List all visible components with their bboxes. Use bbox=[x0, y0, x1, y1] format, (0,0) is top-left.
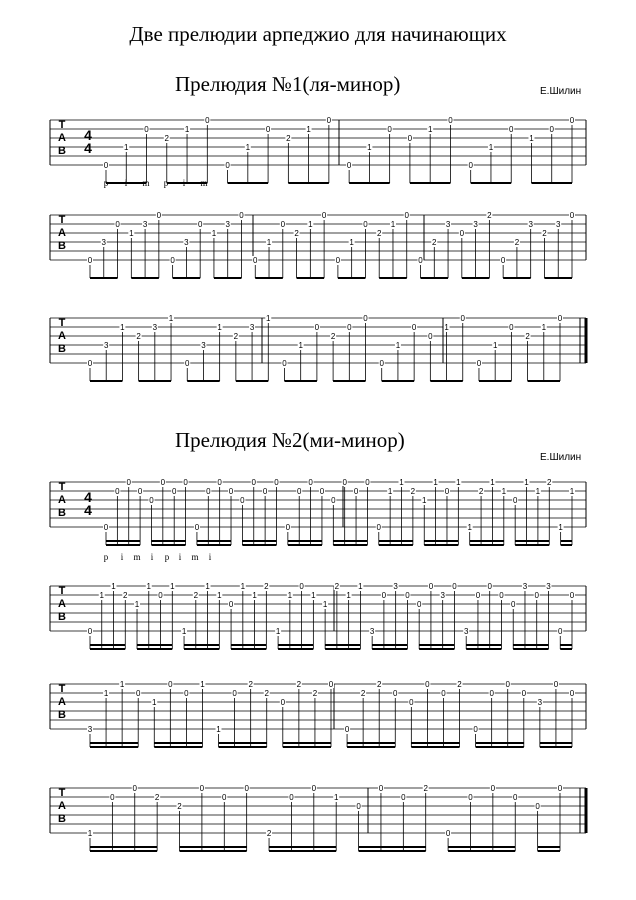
page-title: Две прелюдии арпеджио для начинающих bbox=[129, 22, 507, 46]
prelude-2-title: Прелюдия №2(ми-минор) bbox=[175, 428, 405, 452]
tab-letter-b: B bbox=[58, 507, 66, 519]
tab-letter-t: T bbox=[58, 585, 66, 597]
tab-letter-b: B bbox=[58, 611, 66, 623]
tab-letter-b: B bbox=[58, 813, 66, 825]
fret-number: 1 bbox=[492, 341, 498, 350]
fret-number: 1 bbox=[422, 496, 427, 505]
fret-number: 0 bbox=[126, 478, 131, 487]
fret-number: 3 bbox=[528, 220, 533, 229]
fret-number: 0 bbox=[569, 211, 575, 220]
fret-number: 1 bbox=[275, 627, 281, 636]
fret-number: 1 bbox=[541, 323, 547, 332]
fret-number: 0 bbox=[428, 582, 434, 591]
fret-number: 1 bbox=[501, 487, 507, 496]
fret-number: 1 bbox=[529, 134, 534, 143]
fret-number: 3 bbox=[556, 220, 561, 229]
fret-number: 0 bbox=[328, 680, 334, 689]
fret-number: 0 bbox=[557, 314, 563, 323]
fret-number: 1 bbox=[120, 323, 125, 332]
fret-number: 1 bbox=[387, 487, 393, 496]
time-signature-digit: 4 bbox=[84, 502, 92, 518]
fret-number: 0 bbox=[441, 689, 446, 698]
fret-number: 1 bbox=[134, 600, 140, 609]
fret-number: 2 bbox=[136, 332, 141, 341]
fret-number: 1 bbox=[399, 478, 404, 487]
fret-number: 1 bbox=[346, 591, 351, 600]
fret-number: 0 bbox=[103, 161, 109, 170]
fret-number: 0 bbox=[199, 784, 205, 793]
fret-number: 0 bbox=[228, 487, 234, 496]
fret-number: 0 bbox=[569, 689, 575, 698]
fret-number: 2 bbox=[432, 238, 437, 247]
fret-number: 2 bbox=[410, 487, 416, 496]
fret-number: 0 bbox=[170, 256, 175, 265]
fret-number: 0 bbox=[206, 487, 211, 496]
fret-number: 0 bbox=[274, 478, 279, 487]
fret-number: 2 bbox=[542, 229, 547, 238]
fingering-i: i bbox=[150, 552, 154, 562]
fret-number: 1 bbox=[427, 125, 433, 134]
fret-number: 2 bbox=[312, 689, 318, 698]
fret-number: 3 bbox=[152, 323, 158, 332]
fret-number: 0 bbox=[376, 523, 382, 532]
fret-number: 0 bbox=[387, 125, 392, 134]
fret-number: 3 bbox=[101, 238, 106, 247]
fret-number: 0 bbox=[489, 689, 494, 698]
fret-number: 0 bbox=[425, 680, 430, 689]
fret-number: 1 bbox=[245, 143, 251, 152]
fingering-i: i bbox=[182, 178, 186, 188]
fret-number: 1 bbox=[170, 582, 175, 591]
tab-system-4 bbox=[0, 467, 636, 577]
fret-number: 0 bbox=[513, 793, 518, 802]
fret-number: 2 bbox=[248, 680, 253, 689]
fret-number: 0 bbox=[459, 229, 465, 238]
fret-number: 0 bbox=[171, 487, 177, 496]
fret-number: 3 bbox=[103, 341, 109, 350]
fret-number: 0 bbox=[418, 256, 423, 265]
fret-number: 2 bbox=[487, 211, 492, 220]
fingering-m: m bbox=[200, 178, 208, 188]
fret-number: 2 bbox=[296, 680, 302, 689]
fret-number: 2 bbox=[266, 829, 272, 838]
fret-number: 2 bbox=[457, 680, 462, 689]
tab-letter-a: A bbox=[58, 696, 66, 708]
fret-number: 2 bbox=[177, 802, 182, 811]
tab-system-6 bbox=[0, 669, 636, 779]
fret-number: 0 bbox=[378, 784, 384, 793]
tab-letter-b: B bbox=[58, 709, 66, 721]
fret-number: 1 bbox=[490, 478, 495, 487]
tab-letter-a: A bbox=[58, 800, 66, 812]
fret-number: 0 bbox=[87, 256, 93, 265]
fret-number: 2 bbox=[478, 487, 484, 496]
fingering-i: i bbox=[124, 178, 128, 188]
tab-letter-t: T bbox=[58, 683, 66, 695]
fret-number: 0 bbox=[452, 582, 457, 591]
fret-number: 0 bbox=[253, 256, 258, 265]
fret-number: 0 bbox=[505, 680, 510, 689]
time-signature-digit: 4 bbox=[84, 489, 92, 505]
fret-number: 0 bbox=[228, 600, 234, 609]
tab-system-5 bbox=[0, 571, 636, 681]
fret-number: 1 bbox=[87, 829, 93, 838]
fret-number: 1 bbox=[287, 591, 293, 600]
fret-number: 3 bbox=[201, 341, 206, 350]
fret-number: 2 bbox=[423, 784, 428, 793]
fret-number: 0 bbox=[222, 793, 227, 802]
fret-number: 1 bbox=[444, 323, 449, 332]
fret-number: 2 bbox=[525, 332, 530, 341]
fret-number: 0 bbox=[500, 256, 506, 265]
fret-number: 0 bbox=[509, 323, 514, 332]
fret-number: 0 bbox=[393, 689, 398, 698]
fret-number: 1 bbox=[311, 591, 316, 600]
fret-number: 0 bbox=[183, 478, 188, 487]
fret-number: 1 bbox=[119, 680, 125, 689]
fret-number: 2 bbox=[233, 332, 239, 341]
fret-number: 3 bbox=[546, 582, 551, 591]
fret-number: 3 bbox=[522, 582, 528, 591]
tab-letter-a: A bbox=[58, 227, 66, 239]
fret-number: 1 bbox=[306, 125, 311, 134]
fret-number: 0 bbox=[411, 323, 417, 332]
fret-number: 0 bbox=[401, 793, 406, 802]
fret-number: 2 bbox=[330, 332, 336, 341]
fret-number: 0 bbox=[407, 134, 413, 143]
fret-number: 0 bbox=[409, 698, 414, 707]
fret-number: 0 bbox=[87, 627, 93, 636]
fingering-m: m bbox=[142, 178, 150, 188]
fingering-p: p bbox=[164, 552, 170, 562]
fret-number: 0 bbox=[549, 125, 554, 134]
fret-number: 0 bbox=[342, 478, 347, 487]
fret-number: 1 bbox=[252, 591, 257, 600]
fret-number: 0 bbox=[232, 689, 237, 698]
fret-number: 0 bbox=[460, 314, 465, 323]
fret-number: 2 bbox=[547, 478, 552, 487]
fret-number: 1 bbox=[99, 591, 104, 600]
fret-number: 1 bbox=[217, 323, 222, 332]
fret-number: 0 bbox=[262, 487, 268, 496]
fret-number: 0 bbox=[428, 332, 433, 341]
fret-number: 1 bbox=[211, 229, 217, 238]
fingering-p: p bbox=[163, 178, 169, 188]
fret-number: 0 bbox=[135, 689, 141, 698]
fret-number: 0 bbox=[185, 359, 190, 368]
fret-number: 0 bbox=[285, 523, 291, 532]
fret-number: 0 bbox=[184, 689, 189, 698]
fret-number: 3 bbox=[393, 582, 398, 591]
fret-number: 0 bbox=[137, 487, 143, 496]
fret-number: 1 bbox=[308, 220, 313, 229]
fret-number: 0 bbox=[321, 211, 327, 220]
prelude-2-author: Е.Шилин bbox=[540, 452, 582, 463]
fret-number: 0 bbox=[365, 478, 370, 487]
fret-number: 3 bbox=[142, 220, 148, 229]
fret-number: 0 bbox=[205, 116, 210, 125]
fret-number: 1 bbox=[111, 582, 116, 591]
tab-letter-b: B bbox=[58, 343, 66, 355]
fret-number: 1 bbox=[322, 600, 328, 609]
fret-number: 2 bbox=[514, 238, 520, 247]
fret-number: 0 bbox=[490, 784, 496, 793]
fret-number: 0 bbox=[217, 478, 222, 487]
fret-number: 1 bbox=[240, 582, 246, 591]
fret-number: 0 bbox=[468, 161, 473, 170]
tab-letter-a: A bbox=[58, 330, 66, 342]
fret-number: 0 bbox=[557, 784, 563, 793]
fret-number: 1 bbox=[205, 582, 210, 591]
fret-number: 0 bbox=[289, 793, 294, 802]
fret-number: 0 bbox=[160, 478, 166, 487]
fret-number: 0 bbox=[521, 689, 527, 698]
fret-number: 0 bbox=[499, 591, 504, 600]
fret-number: 0 bbox=[331, 496, 336, 505]
fret-number: 0 bbox=[144, 125, 149, 134]
fret-number: 0 bbox=[448, 116, 453, 125]
fret-number: 1 bbox=[124, 143, 129, 152]
fret-number: 1 bbox=[535, 487, 541, 496]
fret-number: 0 bbox=[115, 220, 120, 229]
tab-system-7 bbox=[0, 773, 636, 883]
fret-number: 2 bbox=[264, 689, 269, 698]
fret-number: 0 bbox=[475, 591, 481, 600]
fret-number: 1 bbox=[200, 680, 205, 689]
fret-number: 0 bbox=[156, 211, 162, 220]
fret-number: 2 bbox=[294, 229, 299, 238]
fret-number: 0 bbox=[444, 487, 450, 496]
fret-number: 0 bbox=[356, 802, 361, 811]
fret-number: 0 bbox=[168, 680, 173, 689]
tab-letter-t: T bbox=[58, 317, 66, 329]
staff-lines bbox=[50, 586, 586, 631]
fret-number: 1 bbox=[456, 478, 461, 487]
fret-number: 0 bbox=[487, 582, 492, 591]
fret-number: 0 bbox=[225, 161, 230, 170]
fingering-i: i bbox=[208, 552, 212, 562]
fret-number: 0 bbox=[115, 487, 120, 496]
fret-number: 0 bbox=[282, 359, 287, 368]
tab-letter-t: T bbox=[58, 119, 66, 131]
time-signature-digit: 4 bbox=[84, 140, 92, 156]
fret-number: 0 bbox=[553, 680, 559, 689]
fret-number: 1 bbox=[103, 689, 109, 698]
fret-number: 2 bbox=[376, 680, 382, 689]
staff-lines bbox=[50, 120, 586, 165]
fret-number: 1 bbox=[488, 143, 494, 152]
tab-letter-a: A bbox=[58, 494, 66, 506]
fret-number: 1 bbox=[168, 314, 174, 323]
fret-number: 1 bbox=[358, 582, 363, 591]
fret-number: 0 bbox=[445, 829, 451, 838]
fret-number: 3 bbox=[369, 627, 375, 636]
fret-number: 0 bbox=[244, 784, 249, 793]
fret-number: 2 bbox=[334, 582, 340, 591]
fret-number: 1 bbox=[367, 143, 372, 152]
fret-number: 3 bbox=[537, 698, 543, 707]
fret-number: 1 bbox=[395, 341, 401, 350]
fret-number: 3 bbox=[225, 220, 230, 229]
fret-number: 0 bbox=[476, 359, 482, 368]
fingering-p: p bbox=[103, 178, 109, 188]
fret-number: 0 bbox=[344, 725, 350, 734]
fret-number: 1 bbox=[146, 582, 152, 591]
fret-number: 1 bbox=[266, 314, 271, 323]
fret-number: 1 bbox=[216, 725, 221, 734]
prelude-1-title: Прелюдия №1(ля-минор) bbox=[175, 72, 401, 96]
fret-number: 0 bbox=[363, 220, 368, 229]
fret-number: 0 bbox=[158, 591, 163, 600]
fret-number: 0 bbox=[280, 698, 286, 707]
fret-number: 0 bbox=[197, 220, 203, 229]
fret-number: 3 bbox=[463, 627, 469, 636]
fret-number: 0 bbox=[363, 314, 368, 323]
staff-lines bbox=[50, 788, 586, 833]
fret-number: 1 bbox=[266, 238, 272, 247]
fret-number: 0 bbox=[381, 591, 387, 600]
staff-lines bbox=[50, 684, 586, 729]
fret-number: 3 bbox=[249, 323, 255, 332]
fret-number: 0 bbox=[308, 478, 313, 487]
fret-number: 0 bbox=[314, 323, 320, 332]
time-signature-digit: 4 bbox=[84, 127, 92, 143]
fingering-m: m bbox=[191, 552, 199, 562]
fret-number: 1 bbox=[390, 220, 396, 229]
fret-number: 0 bbox=[353, 487, 359, 496]
fret-number: 3 bbox=[440, 591, 445, 600]
fret-number: 0 bbox=[569, 591, 575, 600]
fret-number: 0 bbox=[319, 487, 325, 496]
tab-letter-a: A bbox=[58, 132, 66, 144]
tab-letter-t: T bbox=[58, 214, 66, 226]
fret-number: 0 bbox=[87, 359, 93, 368]
fret-number: 1 bbox=[467, 523, 472, 532]
fret-number: 2 bbox=[154, 793, 160, 802]
fret-number: 0 bbox=[569, 116, 575, 125]
fret-number: 0 bbox=[103, 523, 109, 532]
fret-number: 0 bbox=[404, 211, 409, 220]
fret-number: 0 bbox=[534, 591, 539, 600]
fret-number: 0 bbox=[240, 496, 245, 505]
fret-number: 0 bbox=[280, 220, 286, 229]
tab-letter-a: A bbox=[58, 598, 66, 610]
tab-letter-t: T bbox=[58, 481, 66, 493]
fret-number: 0 bbox=[558, 627, 563, 636]
fret-number: 2 bbox=[264, 582, 269, 591]
fret-number: 1 bbox=[152, 698, 157, 707]
fret-number: 1 bbox=[569, 487, 575, 496]
fret-number: 0 bbox=[535, 802, 540, 811]
fret-number: 0 bbox=[335, 256, 341, 265]
fret-number: 2 bbox=[123, 591, 128, 600]
fingering-i: i bbox=[120, 552, 124, 562]
tab-system-1 bbox=[0, 105, 636, 215]
fret-number: 0 bbox=[110, 793, 115, 802]
fret-number: 0 bbox=[473, 725, 478, 734]
fret-number: 2 bbox=[376, 229, 382, 238]
fret-number: 0 bbox=[405, 591, 410, 600]
fret-number: 2 bbox=[193, 591, 199, 600]
fret-number: 0 bbox=[265, 125, 271, 134]
fret-number: 0 bbox=[296, 487, 302, 496]
fret-number: 2 bbox=[286, 134, 291, 143]
fret-number: 3 bbox=[87, 725, 93, 734]
fret-number: 3 bbox=[445, 220, 451, 229]
fret-number: 3 bbox=[184, 238, 189, 247]
tab-system-2 bbox=[0, 200, 636, 310]
fret-number: 1 bbox=[129, 229, 134, 238]
fret-number: 1 bbox=[217, 591, 222, 600]
fret-number: 1 bbox=[433, 478, 438, 487]
fret-number: 0 bbox=[239, 211, 244, 220]
fret-number: 0 bbox=[251, 478, 256, 487]
tab-letter-b: B bbox=[58, 240, 66, 252]
fret-number: 0 bbox=[326, 116, 332, 125]
fret-number: 1 bbox=[524, 478, 529, 487]
fingering-i: i bbox=[178, 552, 182, 562]
fret-number: 1 bbox=[184, 125, 190, 134]
fret-number: 1 bbox=[349, 238, 354, 247]
fingering-p: p bbox=[103, 552, 109, 562]
fret-number: 0 bbox=[416, 600, 422, 609]
fret-number: 0 bbox=[468, 793, 473, 802]
tab-system-3 bbox=[0, 303, 636, 413]
fret-number: 0 bbox=[346, 161, 352, 170]
fret-number: 0 bbox=[512, 496, 518, 505]
fret-number: 0 bbox=[311, 784, 317, 793]
fret-number: 0 bbox=[347, 323, 352, 332]
fret-number: 2 bbox=[164, 134, 170, 143]
fret-number: 0 bbox=[510, 600, 516, 609]
fret-number: 0 bbox=[194, 523, 200, 532]
fret-number: 1 bbox=[333, 793, 339, 802]
fret-number: 0 bbox=[132, 784, 137, 793]
tab-letter-t: T bbox=[58, 787, 66, 799]
fret-number: 3 bbox=[473, 220, 478, 229]
fret-number: 1 bbox=[298, 341, 303, 350]
fret-number: 0 bbox=[379, 359, 384, 368]
fingering-m: m bbox=[133, 552, 141, 562]
fret-number: 2 bbox=[360, 689, 366, 698]
fret-number: 1 bbox=[181, 627, 187, 636]
fret-number: 1 bbox=[558, 523, 563, 532]
fret-number: 0 bbox=[149, 496, 154, 505]
fret-number: 0 bbox=[508, 125, 514, 134]
prelude-1-author: Е.Шилин bbox=[540, 86, 582, 97]
tab-letter-b: B bbox=[58, 145, 66, 157]
fret-number: 0 bbox=[299, 582, 304, 591]
